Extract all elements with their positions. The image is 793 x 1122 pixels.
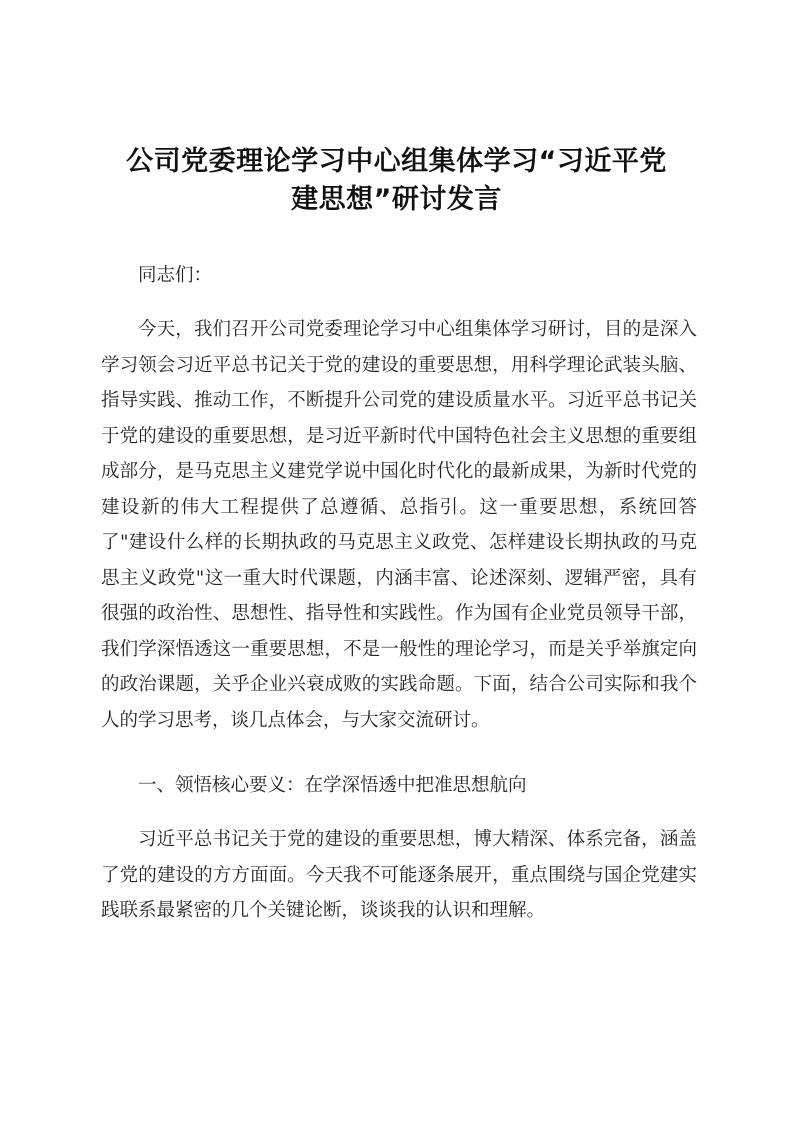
section-heading: 一、领悟核心要义：在学深悟透中把准思想航向: [138, 775, 527, 796]
paragraph-section-1: 习近平总书记关于党的建设的重要思想，博大精深、体系完备，涵盖了党的建设的方方面面。今天我不可能逐条展开，重点围绕与国企党建实践联系最紧密的几个关键论断，谈谈我的认识和理解。: [101, 829, 697, 921]
paragraph-intro: 今天，我们召开公司党委理论学习中心组集体学习研讨，目的是深入学习领会习近平总书记关于党的建设的重要思想，用科学理论武装头脑、指导实践、推动工作，不断提升公司党的建设质量水平。习近平总书记关于党的建设的重要思想，是习近平新时代中国特色社会主义思想的重要组成部分，是马克思主义建党学说中国化时代化的最新成果，为新时代党的建设新的伟大工程提供了总遵循、总指引。这一重要思想，系统回答了"建设什么样的长期执政的马克思主义政党、怎样建设长期执政的马克思主义政党"这一重大时代课题，内涵丰富、论述深刻、逻辑严密，具有很强的政治性、思想性、指导性和实践性。作为国有企业党员领导干部，我们学深悟透这一重要思想，不是一般性的理论学习，而是关乎举旗定向的政治课题，关乎企业兴衰成败的实践命题。下面，结合公司实际和我个人的学习思考，谈几点体会，与大家交流研讨。: [101, 319, 697, 731]
salutation: 同志们：: [138, 265, 213, 286]
document-title: [100, 143, 693, 219]
title-line-2: 建思想”研讨发言: [291, 184, 502, 215]
title-line-1: 公司党委理论学习中心组集体学习“习近平党: [126, 146, 667, 177]
